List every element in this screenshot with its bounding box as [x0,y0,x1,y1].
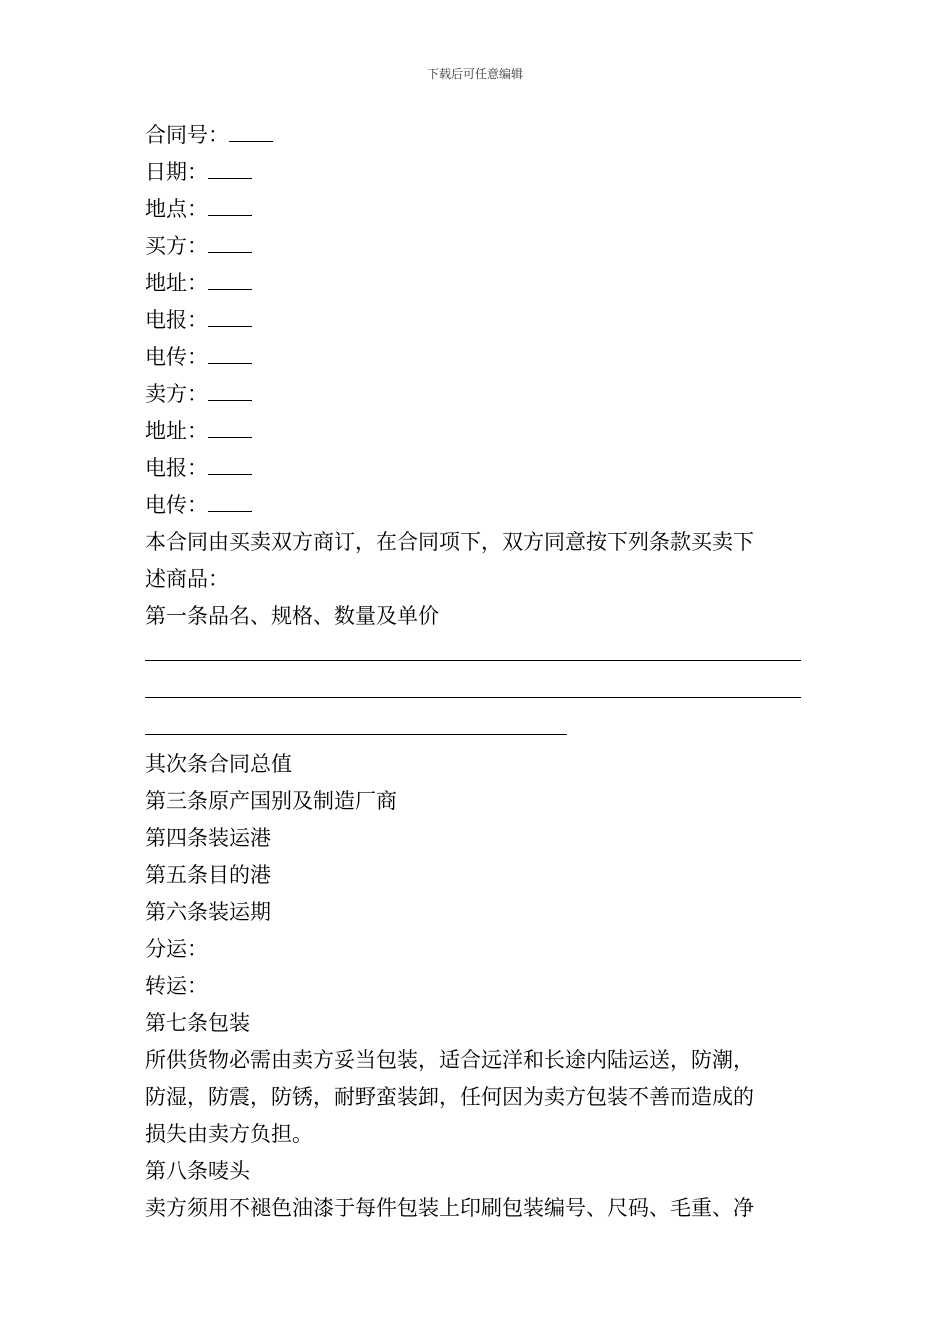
header-note: 下载后可任意编辑 [426,67,523,81]
field-contract-no [145,117,805,154]
contract-body [145,117,805,1227]
field-blank [208,308,252,327]
field-date [145,154,805,191]
field-label: 地点： [145,197,208,221]
article-5-title: 第五条目的港 [145,863,271,887]
field-label: 买方： [145,234,208,258]
article-1-blank-line-2 [145,672,805,709]
field-label: 电报： [145,308,208,332]
field-blank [208,382,252,401]
field-label: 卖方： [145,382,208,406]
field-buyer-cable [145,302,805,339]
field-blank [208,197,252,216]
article-7-text-line-2: 防湿，防震，防锈，耐野蛮装卸，任何因为卖方包装不善而造成的 [145,1085,754,1109]
field-label: 合同号： [145,123,229,147]
partial-shipment-label: 分运： [145,937,208,961]
transshipment-label: 转运： [145,974,208,998]
article-4-title: 第四条装运港 [145,826,271,850]
article-7-text-line-3: 损失由卖方负担。 [145,1122,313,1146]
field-blank [208,345,252,364]
field-blank [208,456,252,475]
article-1-blank-line-1 [145,635,805,672]
page-header [0,66,950,82]
field-label: 日期： [145,160,208,184]
field-label: 电传： [145,345,208,369]
field-label: 地址： [145,419,208,443]
field-place [145,191,805,228]
field-blank [208,419,252,438]
article-7-title: 第七条包装 [145,1011,250,1035]
field-buyer [145,228,805,265]
field-blank [229,123,273,142]
field-blank [208,160,252,179]
article-1-blank-line-3 [145,709,805,746]
intro-line-1: 本合同由买卖双方商订，在合同项下，双方同意按下列条款买卖下 [145,530,754,554]
field-blank [208,234,252,253]
article-2-title: 其次条合同总值 [145,752,292,776]
field-blank [208,271,252,290]
intro-line-2: 述商品： [145,567,229,591]
field-label: 电传： [145,493,208,517]
field-seller [145,376,805,413]
field-buyer-address [145,265,805,302]
field-label: 地址： [145,271,208,295]
article-8-title: 第八条唛头 [145,1159,250,1183]
article-6-title: 第六条装运期 [145,900,271,924]
article-3-title: 第三条原产国别及制造厂商 [145,789,397,813]
field-label: 电报： [145,456,208,480]
field-seller-telex [145,487,805,524]
article-1-title: 第一条品名、规格、数量及单价 [145,604,439,628]
field-seller-address [145,413,805,450]
article-8-text-line-1: 卖方须用不褪色油漆于每件包装上印刷包装编号、尺码、毛重、净 [145,1196,754,1220]
field-seller-cable [145,450,805,487]
field-buyer-telex [145,339,805,376]
article-7-text-line-1: 所供货物必需由卖方妥当包装，适合远洋和长途内陆运送，防潮， [145,1048,754,1072]
field-blank [208,493,252,512]
